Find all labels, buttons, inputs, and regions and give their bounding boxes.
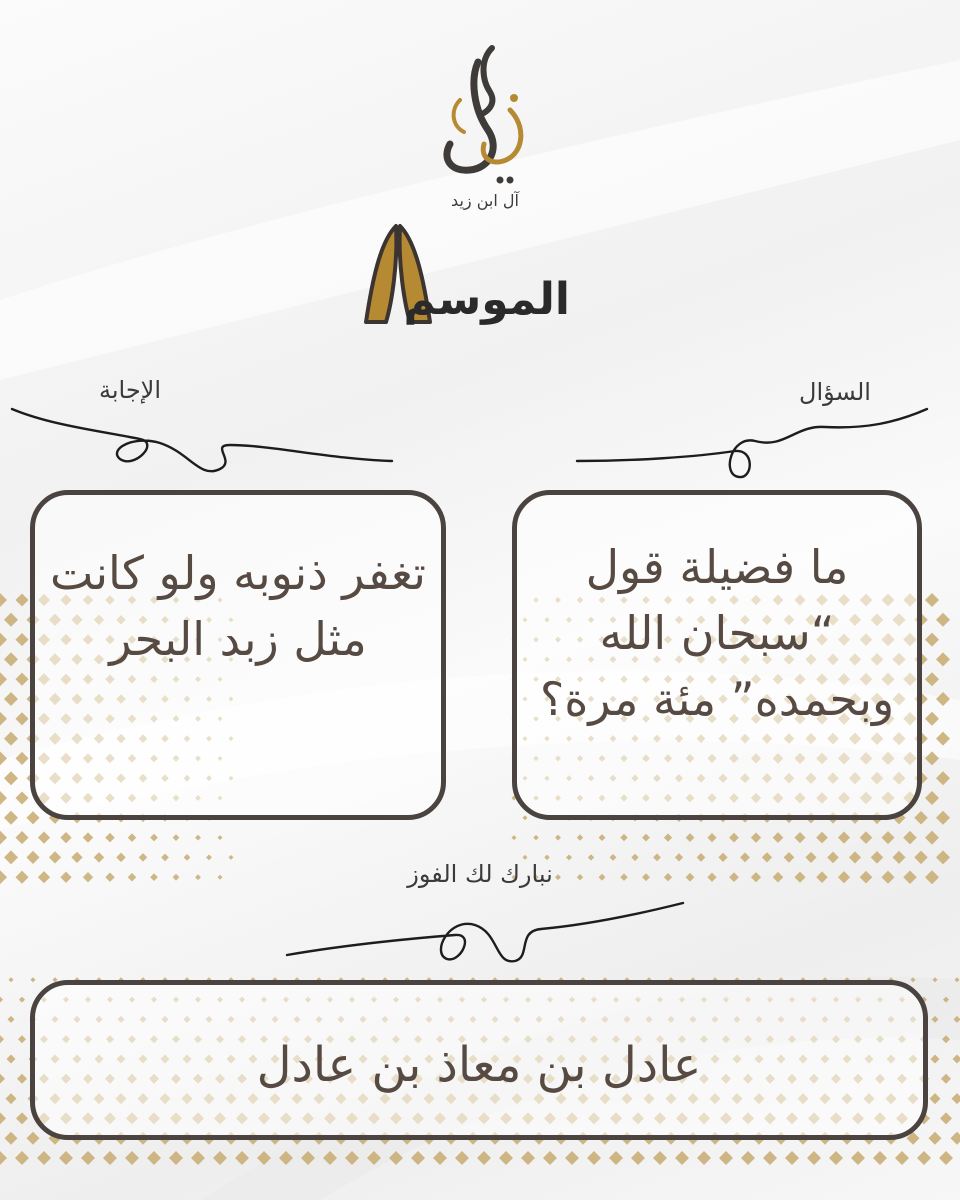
- pattern-dot: [8, 1016, 15, 1023]
- pattern-dot: [925, 672, 939, 686]
- pattern-dot: [784, 852, 795, 863]
- pattern-dot: [235, 1151, 249, 1165]
- pattern-dot: [257, 1151, 271, 1165]
- pattern-dot: [675, 853, 683, 861]
- pattern-dot: [4, 771, 18, 785]
- pattern-dot: [664, 833, 672, 841]
- pattern-dot: [15, 1151, 29, 1165]
- pattern-dot: [686, 833, 695, 842]
- pattern-dot: [0, 593, 7, 607]
- pattern-dot: [173, 834, 180, 841]
- pattern-dot: [955, 977, 960, 982]
- pattern-dot: [15, 752, 28, 765]
- pattern-dot: [139, 853, 148, 862]
- pattern-dot: [925, 593, 939, 607]
- pattern-dot: [620, 834, 627, 841]
- pattern-dot: [5, 1132, 18, 1145]
- winner-card: [30, 980, 928, 1140]
- pattern-dot: [301, 1151, 315, 1165]
- pattern-dot: [940, 1112, 952, 1124]
- pattern-dot: [881, 831, 894, 844]
- pattern-dot: [763, 1151, 777, 1165]
- pattern-dot: [773, 832, 784, 843]
- pattern-dot: [0, 1112, 6, 1124]
- pattern-dot: [229, 855, 234, 860]
- pattern-dot: [953, 1055, 960, 1064]
- answer-text: تغفر ذنوبه ولو كانت مثل زبد البحر: [50, 546, 426, 666]
- pattern-dot: [936, 850, 950, 864]
- pattern-dot: [523, 815, 528, 820]
- pattern-dot: [892, 851, 905, 864]
- pattern-dot: [729, 833, 739, 843]
- pattern-dot: [925, 633, 939, 647]
- pattern-dot: [116, 853, 125, 862]
- pattern-dot: [751, 833, 761, 843]
- pattern-dot: [128, 833, 137, 842]
- pattern-dot: [936, 771, 950, 785]
- pattern-dot: [719, 1151, 733, 1165]
- pattern-dot: [925, 712, 939, 726]
- pattern-dot: [954, 1016, 960, 1023]
- pattern-dot: [60, 872, 71, 883]
- pattern-dot: [729, 872, 739, 882]
- pattern-dot: [932, 1016, 939, 1023]
- pattern-dot: [838, 832, 850, 844]
- pattern-dot: [59, 1151, 73, 1165]
- winner-name: عادل بن معاذ بن عادل: [256, 1037, 702, 1093]
- question-text: ما فضيلة قول “سبحان الله وبحمده” مئة مرة؟: [539, 540, 895, 726]
- pattern-dot: [150, 834, 158, 842]
- pattern-dot: [751, 872, 761, 882]
- pattern-dot: [411, 1151, 425, 1165]
- pattern-dot: [169, 1151, 183, 1165]
- answer-heading: الإجابة: [98, 376, 162, 404]
- pattern-dot: [849, 851, 861, 863]
- pattern-dot: [195, 874, 201, 880]
- pattern-dot: [125, 1151, 139, 1165]
- pattern-dot: [675, 1151, 689, 1165]
- pattern-dot: [218, 835, 223, 840]
- pattern-dot: [609, 1151, 623, 1165]
- logo-subtitle: آل ابن زيد: [451, 191, 519, 210]
- logo-emblem: [430, 40, 540, 215]
- pattern-dot: [903, 870, 917, 884]
- pattern-dot: [0, 1074, 5, 1084]
- pattern-dot: [18, 1035, 26, 1043]
- pattern-dot: [936, 652, 950, 666]
- pattern-dot: [816, 832, 828, 844]
- pattern-dot: [15, 831, 28, 844]
- question-swirl-divider: [575, 405, 930, 485]
- pattern-dot: [936, 692, 950, 706]
- pattern-dot: [762, 852, 772, 862]
- pattern-dot: [936, 613, 950, 627]
- pattern-dot: [794, 832, 805, 843]
- winner-heading: نبارك لك الفوز: [407, 860, 553, 888]
- answer-swirl-divider: [10, 405, 395, 485]
- pattern-dot: [873, 1151, 887, 1165]
- pattern-dot: [521, 1151, 535, 1165]
- pattern-dot: [587, 1151, 601, 1165]
- pattern-dot: [931, 1055, 940, 1064]
- pattern-dot: [6, 1093, 17, 1104]
- pattern-dot: [925, 831, 939, 845]
- pattern-dot: [173, 874, 180, 881]
- pattern-dot: [161, 854, 169, 862]
- pattern-dot: [7, 1055, 16, 1064]
- pattern-dot: [16, 1112, 28, 1124]
- pattern-dot: [686, 873, 695, 882]
- pattern-dot: [0, 672, 7, 686]
- pattern-dot: [794, 872, 805, 883]
- pattern-dot: [94, 852, 104, 862]
- pattern-dot: [345, 1151, 359, 1165]
- pattern-dot: [936, 811, 950, 825]
- answer-card: [30, 490, 446, 820]
- pattern-dot: [929, 1132, 942, 1145]
- pattern-dot: [0, 633, 7, 647]
- pattern-dot: [19, 997, 25, 1003]
- pattern-dot: [664, 873, 672, 881]
- pattern-dot: [951, 1132, 960, 1145]
- pattern-dot: [851, 1151, 865, 1165]
- pattern-dot: [4, 613, 18, 627]
- pattern-dot: [936, 732, 950, 746]
- pattern-dot: [903, 831, 917, 845]
- pattern-dot: [15, 673, 28, 686]
- pattern-dot: [827, 852, 839, 864]
- pattern-dot: [533, 835, 538, 840]
- pattern-dot: [128, 873, 137, 882]
- pattern-dot: [917, 1151, 931, 1165]
- pattern-dot: [930, 1093, 941, 1104]
- pattern-dot: [914, 851, 928, 865]
- pattern-dot: [512, 835, 517, 840]
- pattern-dot: [642, 873, 650, 881]
- pattern-dot: [195, 835, 201, 841]
- pattern-dot: [785, 1151, 799, 1165]
- pattern-dot: [942, 1035, 950, 1043]
- pattern-dot: [9, 977, 14, 982]
- pattern-dot: [0, 712, 7, 726]
- pattern-dot: [499, 1151, 513, 1165]
- pattern-dot: [0, 1035, 4, 1043]
- pattern-dot: [653, 1151, 667, 1165]
- pattern-dot: [367, 1151, 381, 1165]
- pattern-dot: [707, 833, 716, 842]
- pattern-dot: [895, 1151, 909, 1165]
- pattern-dot: [105, 872, 114, 881]
- pattern-dot: [807, 1151, 821, 1165]
- pattern-dot: [941, 1074, 951, 1084]
- pattern-dot: [0, 751, 7, 765]
- pattern-dot: [147, 1151, 161, 1165]
- pattern-dot: [103, 1151, 117, 1165]
- pattern-dot: [49, 851, 61, 863]
- pattern-dot: [323, 1151, 337, 1165]
- pattern-dot: [15, 712, 28, 725]
- pattern-dot: [0, 791, 7, 805]
- pattern-dot: [27, 1132, 40, 1145]
- pattern-dot: [881, 871, 894, 884]
- pattern-dot: [805, 852, 816, 863]
- pattern-dot: [741, 1151, 755, 1165]
- pattern-dot: [914, 811, 928, 825]
- pattern-dot: [4, 692, 18, 706]
- pattern-dot: [631, 854, 638, 861]
- pattern-dot: [599, 834, 606, 841]
- pattern-dot: [218, 875, 223, 880]
- pattern-dot: [860, 831, 873, 844]
- pattern-dot: [925, 791, 939, 805]
- pattern-dot: [555, 835, 561, 841]
- pattern-dot: [191, 1151, 205, 1165]
- pattern-dot: [543, 1151, 557, 1165]
- pattern-dot: [697, 853, 706, 862]
- pattern-dot: [911, 977, 916, 982]
- pattern-dot: [4, 850, 18, 864]
- pattern-dot: [213, 1151, 227, 1165]
- pattern-dot: [697, 1151, 711, 1165]
- pattern-dot: [4, 811, 18, 825]
- pattern-dot: [4, 652, 18, 666]
- pattern-dot: [455, 1151, 469, 1165]
- pattern-dot: [477, 1151, 491, 1165]
- pattern-dot: [838, 871, 850, 883]
- pattern-dot: [707, 873, 716, 882]
- question-card: [512, 490, 922, 820]
- pattern-dot: [184, 854, 191, 861]
- pattern-dot: [642, 834, 650, 842]
- pattern-dot: [38, 832, 50, 844]
- pattern-dot: [925, 751, 939, 765]
- question-heading: السؤال: [799, 378, 871, 406]
- pattern-dot: [26, 851, 39, 864]
- season-heading: [340, 222, 640, 342]
- pattern-dot: [565, 1151, 579, 1165]
- pattern-dot: [206, 854, 212, 860]
- pattern-dot: [816, 871, 828, 883]
- pattern-dot: [37, 1151, 51, 1165]
- pattern-dot: [925, 870, 939, 884]
- pattern-dot: [4, 732, 18, 746]
- pattern-dot: [610, 854, 617, 861]
- pattern-dot: [0, 870, 7, 884]
- pattern-dot: [71, 852, 82, 863]
- pattern-dot: [17, 1074, 27, 1084]
- pattern-dot: [773, 872, 784, 883]
- pattern-dot: [620, 874, 627, 881]
- pattern-dot: [150, 873, 158, 881]
- pattern-dot: [0, 997, 3, 1003]
- pattern-dot: [952, 1093, 960, 1104]
- pattern-dot: [631, 1151, 645, 1165]
- pattern-dot: [389, 1151, 403, 1165]
- pattern-dot: [0, 831, 7, 845]
- pattern-dot: [577, 834, 583, 840]
- pattern-dot: [38, 871, 50, 883]
- pattern-dot: [860, 871, 873, 884]
- pattern-dot: [829, 1151, 843, 1165]
- pattern-dot: [939, 1151, 953, 1165]
- pattern-dot: [15, 593, 28, 606]
- pattern-dot: [60, 832, 71, 843]
- pattern-dot: [943, 997, 949, 1003]
- pattern-dot: [933, 977, 938, 982]
- pattern-dot: [15, 791, 28, 804]
- pattern-dot: [15, 871, 28, 884]
- pattern-dot: [653, 853, 661, 861]
- pattern-dot: [105, 833, 114, 842]
- pattern-dot: [871, 851, 884, 864]
- pattern-dot: [81, 1151, 95, 1165]
- pattern-dot: [26, 811, 39, 824]
- winner-swirl-divider: [285, 895, 685, 970]
- pattern-dot: [740, 853, 750, 863]
- season-label: الموسم: [403, 274, 570, 325]
- pattern-dot: [433, 1151, 447, 1165]
- pattern-dot: [279, 1151, 293, 1165]
- pattern-dot: [0, 1151, 7, 1165]
- pattern-dot: [15, 633, 28, 646]
- pattern-dot: [31, 977, 36, 982]
- pattern-dot: [83, 872, 93, 882]
- pattern-dot: [718, 853, 727, 862]
- pattern-dot: [83, 832, 93, 842]
